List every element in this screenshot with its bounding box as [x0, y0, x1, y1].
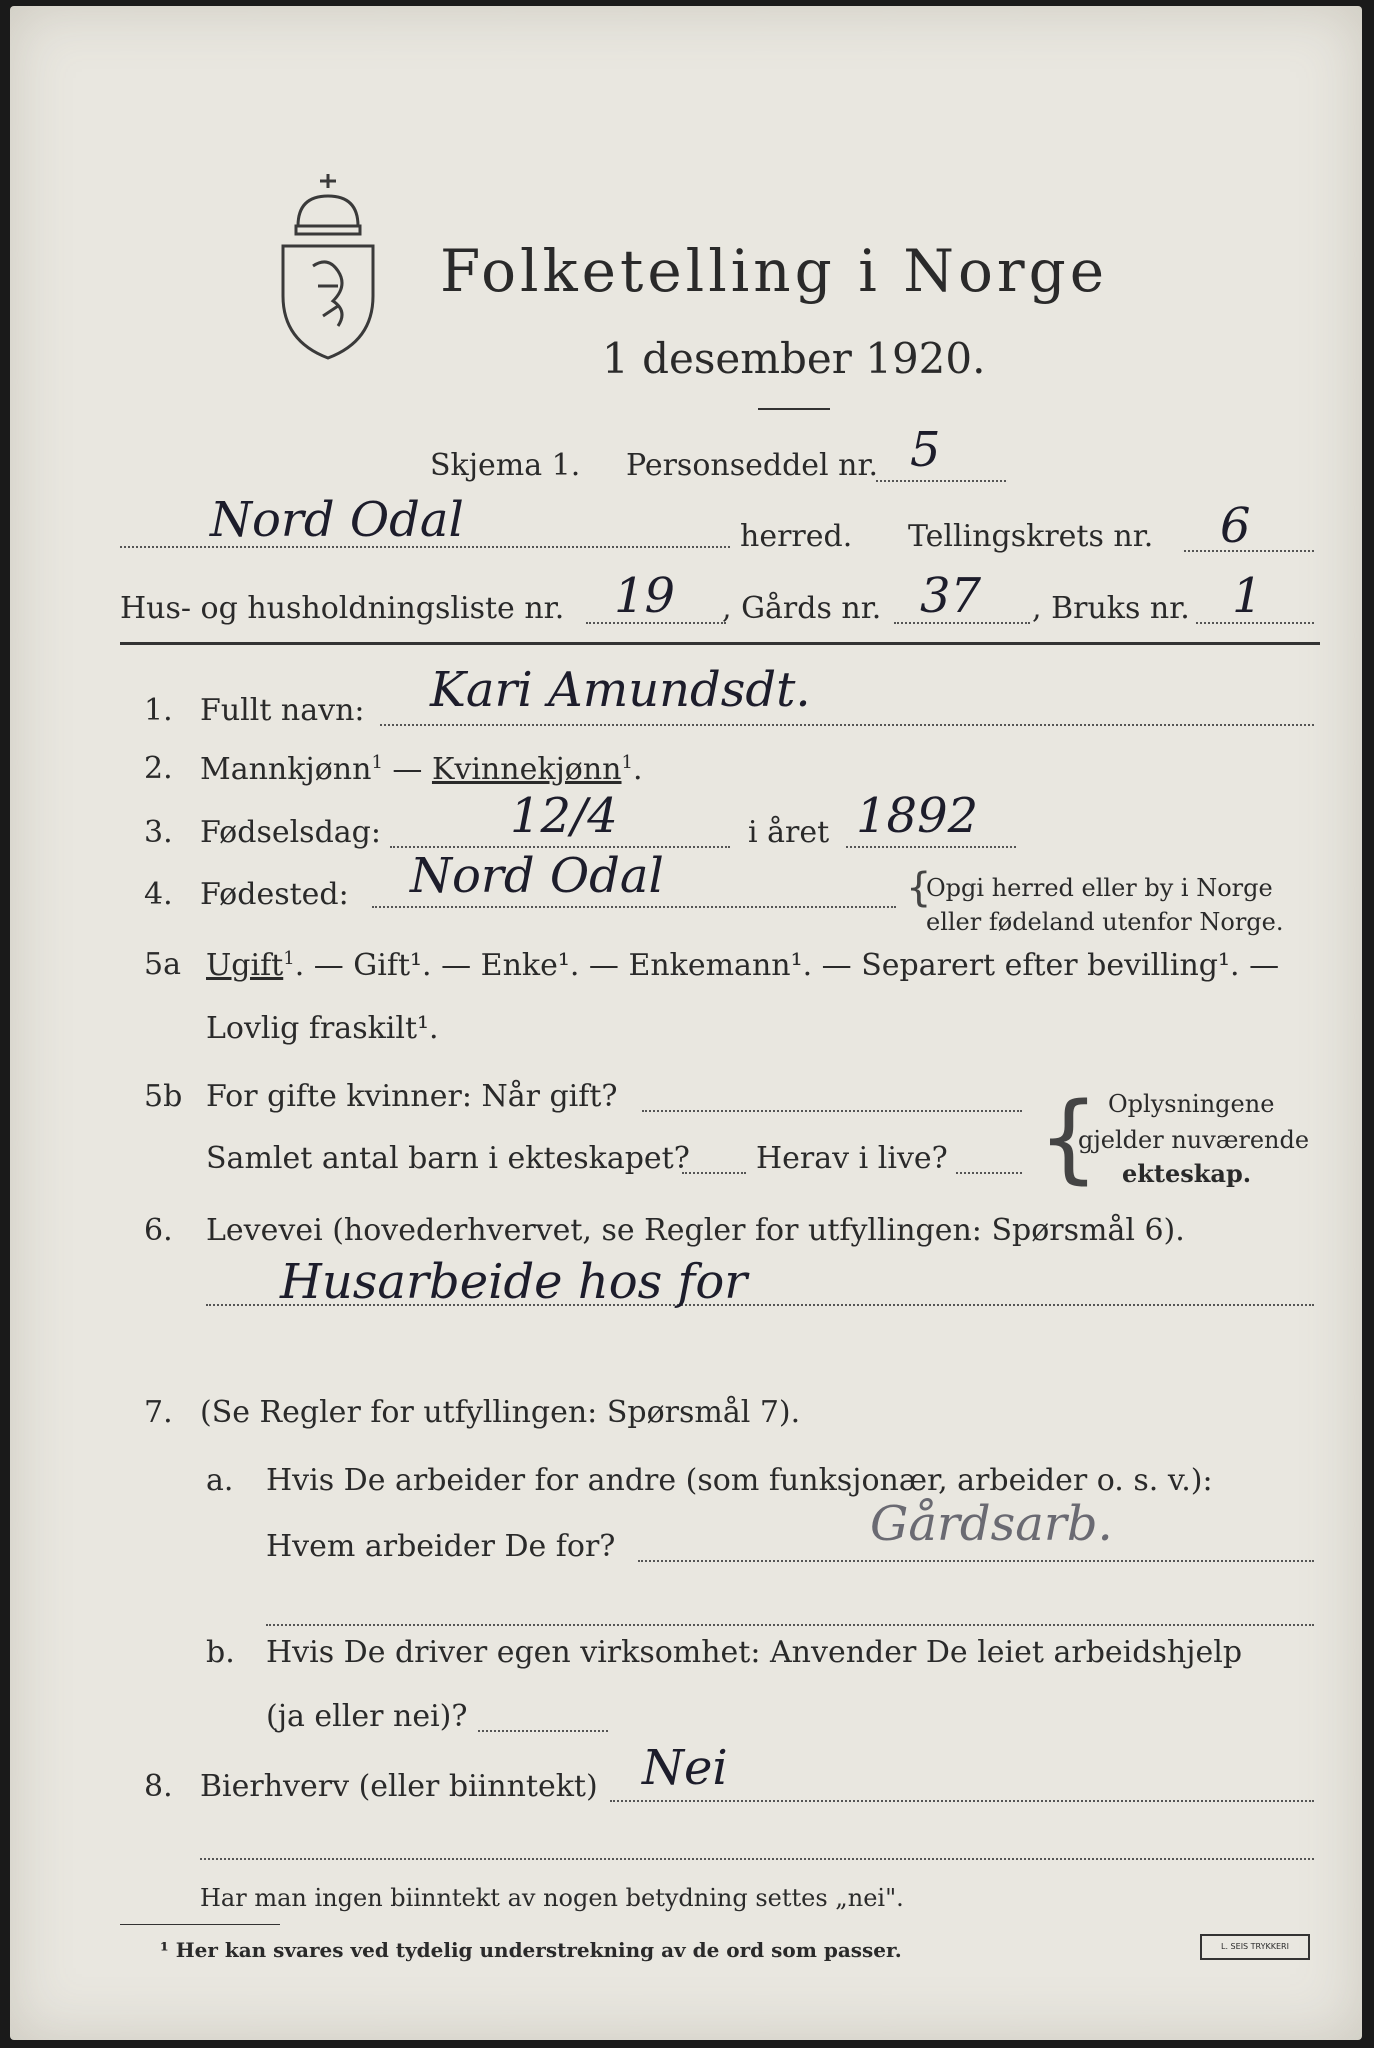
married-when-line[interactable] [642, 1110, 1022, 1112]
herred-value[interactable]: Nord Odal [210, 492, 464, 548]
q7a-line2: Hvem arbeider De for? [266, 1529, 616, 1564]
side-income-line-2[interactable] [200, 1858, 1314, 1860]
printer-stamp: L. SEIS TRYKKERI [1200, 1934, 1310, 1960]
footnote: ¹ Her kan svares ved tydelig understrekning av de ord som passer. [160, 1938, 902, 1962]
personseddel-label: Personseddel nr. [626, 448, 879, 483]
skjema-label: Skjema 1. [430, 448, 581, 483]
q4-number: 4. [144, 877, 173, 912]
q7a-number: a. [206, 1463, 234, 1498]
q5a-number: 5a [144, 947, 181, 982]
full-name-value[interactable]: Kari Amundsdt. [430, 662, 811, 718]
coat-of-arms-icon [268, 166, 388, 366]
q4-note-2: eller fødeland utenfor Norge. [926, 908, 1284, 936]
personseddel-line [876, 480, 1006, 482]
census-form [10, 6, 1362, 2040]
hus-label: Hus- og husholdningsliste nr. [120, 591, 565, 626]
q5a-line2[interactable]: Lovlig fraskilt¹. [206, 1011, 439, 1046]
q7-label: (Se Regler for utfyllingen: Spørsmål 7). [200, 1395, 801, 1430]
header-separator [120, 642, 1320, 645]
q5b-note-3: ekteskap. [1122, 1159, 1252, 1188]
q7b-line2: (ja eller nei)? [266, 1699, 468, 1734]
q5b-line2b: Herav i live? [756, 1141, 948, 1176]
footer-note: Har man ingen biinntekt av nogen betydning settes „nei". [200, 1884, 904, 1912]
year-line [846, 846, 1016, 848]
q6-label: Levevei (hovederhvervet, se Regler for utfyllingen: Spørsmål 6). [206, 1213, 1185, 1248]
brace-q5b: { [1038, 1082, 1100, 1194]
footnote-rule [120, 1924, 280, 1925]
option-female[interactable]: Kvinnekjønn [431, 752, 622, 787]
q5b-line2a: Samlet antal barn i ekteskapet? [206, 1141, 690, 1176]
q5a-options: Ugift$^1$. — Gift¹. — Enke¹. — Enkemann¹. — Separert efter bevilling¹. — [206, 948, 1280, 983]
side-income-value[interactable]: Nei [642, 1740, 728, 1796]
birthplace-value[interactable]: Nord Odal [410, 848, 664, 904]
brace-q4: { [906, 865, 932, 911]
q8-label: Bierhverv (eller biinntekt) [200, 1769, 598, 1804]
q5b-note-1: Oplysningene [1108, 1090, 1275, 1118]
q1-line [380, 724, 1314, 726]
q7a-line1: Hvis De arbeider for andre (som funksjonær, arbeider o. s. v.): [266, 1463, 1213, 1498]
alive-line[interactable] [956, 1172, 1022, 1174]
tellingskrets-label: Tellingskrets nr. [908, 519, 1154, 554]
q5b-note-2: gjelder nuværende [1078, 1126, 1310, 1154]
tellingskrets-value[interactable]: 6 [1220, 498, 1251, 554]
q4-note-1: Opgi herred eller by i Norge [926, 874, 1273, 902]
q6-number: 6. [144, 1213, 173, 1248]
q2-options: Mannkjønn$^1$ — Kvinnekjønn$^1$. [200, 752, 643, 787]
birthplace-line [372, 906, 896, 908]
employer-line [638, 1560, 1314, 1562]
option-male[interactable]: Mannkjønn [200, 752, 372, 787]
title-divider [758, 408, 830, 410]
occupation-value[interactable]: Husarbeide hos for [280, 1254, 748, 1310]
side-income-line [610, 1800, 1314, 1802]
q1-number: 1. [144, 693, 173, 728]
option-ugift[interactable]: Ugift [206, 948, 284, 983]
q8-number: 8. [144, 1769, 173, 1804]
gards-label: , Gårds nr. [722, 591, 882, 626]
q5b-number: 5b [144, 1079, 183, 1114]
q4-label: Fødested: [200, 877, 349, 912]
hired-help-line[interactable] [478, 1730, 608, 1732]
census-date: 1 desember 1920. [602, 334, 986, 383]
year-label: i året [748, 815, 830, 850]
bruks-label: , Bruks nr. [1032, 591, 1190, 626]
birthday-value[interactable]: 12/4 [510, 788, 618, 844]
form-title: Folketelling i Norge [440, 237, 1109, 305]
employer-value[interactable]: Gårdsarb. [870, 1496, 1113, 1552]
q1-label: Fullt navn: [200, 693, 365, 728]
bruks-value[interactable]: 1 [1232, 568, 1263, 624]
personseddel-value[interactable]: 5 [910, 422, 941, 478]
q7-number: 7. [144, 1395, 173, 1430]
hus-value[interactable]: 19 [614, 568, 676, 624]
q2-number: 2. [144, 751, 173, 786]
herred-label: herred. [740, 519, 853, 554]
q7b-number: b. [206, 1635, 235, 1670]
children-line[interactable] [682, 1172, 746, 1174]
birth-year-value[interactable]: 1892 [856, 788, 979, 844]
q5b-line1: For gifte kvinner: Når gift? [206, 1079, 618, 1114]
q3-label: Fødselsdag: [200, 815, 381, 850]
q3-number: 3. [144, 815, 173, 850]
q7b-line1: Hvis De driver egen virksomhet: Anvender De leiet arbeidshjelp [266, 1635, 1243, 1670]
gards-value[interactable]: 37 [920, 568, 982, 624]
employer-line-2[interactable] [266, 1624, 1314, 1626]
